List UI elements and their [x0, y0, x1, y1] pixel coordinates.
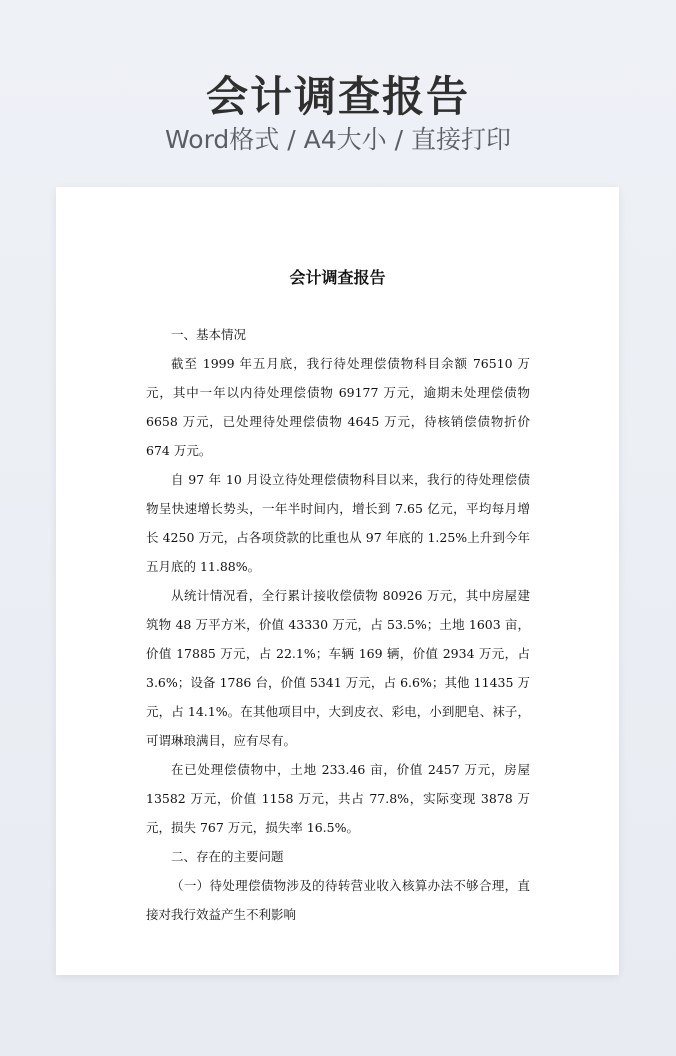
document-page — [56, 187, 619, 975]
section-heading-basic: 一、基本情况 — [171, 327, 247, 342]
banner-subtitle: Word格式 / A4大小 / 直接打印 — [165, 125, 511, 154]
paragraph-statistics: 从统计情况看，全行累计接收偿债物 80926 万元，其中房屋建筑物 48 万平方米，价值 43330 万元，占 53.5%；土地 1603 亩，价值 17885 万元，占 22.1%；车辆 169 辆，价值 2934 万元，占 3.6%；设备 1786 台，价值 5341 万元，占 6.6%；其他 11435 万元，占 14.1%。在其他项目中，大到皮衣、彩电，小到肥皂、袜子，可谓琳琅满目，应有尽有。 — [146, 588, 530, 748]
section-heading-problems: 二、存在的主要问题 — [171, 849, 284, 864]
paragraph-problem-one: （一）待处理偿债物涉及的待转营业收入核算办法不够合理，直接对我行效益产生不利影响 — [146, 878, 530, 922]
document-body — [146, 320, 530, 929]
paragraph-growth: 自 97 年 10 月设立待处理偿债物科目以来，我行的待处理偿债物呈快速增长势头，一年半时间内，增长到 7.65 亿元，平均每月增长 4250 万元，占各项贷款的比重也从 97 年底的 1.25%上升到今年五月底的 11.88%。 — [146, 472, 530, 574]
paragraph-processed: 在已处理偿债物中，土地 233.46 亩，价值 2457 万元，房屋 13582 万元，价值 1158 万元，共占 77.8%，实际变现 3878 万元，损失 767 万元，损失率 16.5%。 — [146, 762, 530, 835]
document-title: 会计调查报告 — [289, 268, 386, 287]
banner-title: 会计调查报告 — [205, 72, 470, 121]
paragraph-balance: 截至 1999 年五月底，我行待处理偿债物科目余额 76510 万元，其中一年以内待处理偿债物 69177 万元，逾期未处理偿债物 6658 万元，已处理待处理偿债物 4645 万元，待核销偿债物折价 674 万元。 — [146, 356, 530, 458]
